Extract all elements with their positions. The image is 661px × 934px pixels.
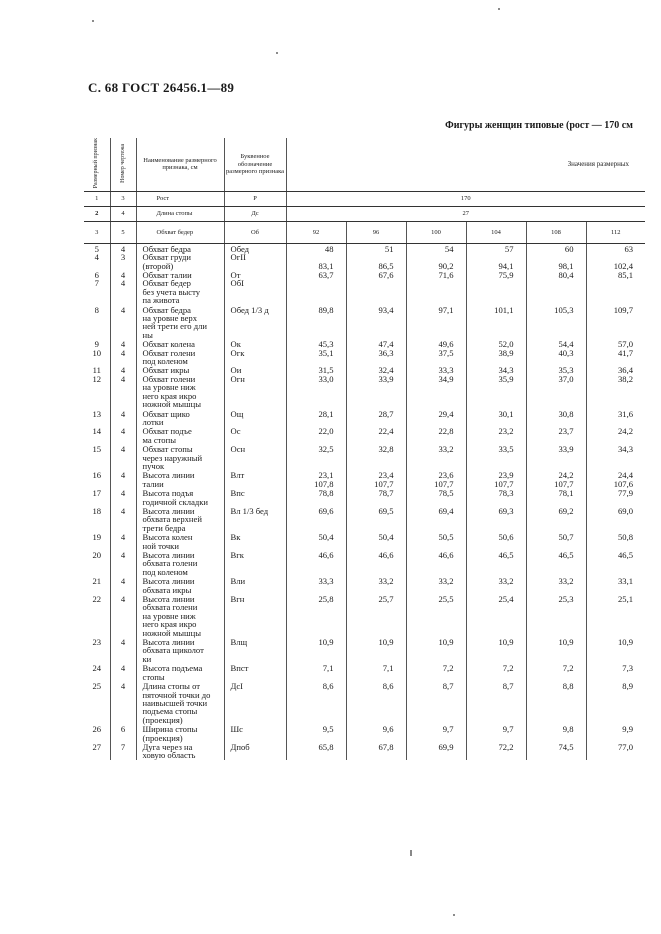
feature-name: Обхват талии Обхват бедер без учета высту па живота: [136, 270, 224, 305]
feature-symbol: Обед ОгII: [224, 243, 286, 270]
value-cell: 25,3: [526, 594, 586, 637]
value-cell: 9,7: [466, 724, 526, 742]
value-cell: 10,9: [466, 637, 526, 663]
value-cell: 10,9: [346, 637, 406, 663]
value-cell: 46,6: [406, 550, 466, 576]
value-cell: 71,6: [406, 270, 466, 305]
table-row: [84, 426, 645, 444]
table-row: [84, 305, 645, 340]
value-cell: 78,5: [406, 488, 466, 506]
value-cell: 9,7: [406, 724, 466, 742]
feature-symbol: Впст: [224, 663, 286, 681]
feature-name: Ширина стопы (проекция): [136, 724, 224, 742]
value-cell: 22,4: [346, 426, 406, 444]
table-row: [84, 550, 645, 576]
feature-number: 11 12: [84, 365, 110, 408]
value-cell: 69,4: [406, 506, 466, 532]
feature-symbol: Впс: [224, 488, 286, 506]
feature-name: Обхват икры Обхват голени на уровне ниж него края икро ножной мышцы: [136, 365, 224, 408]
value-cell: 7,3: [622, 663, 634, 674]
value-cell: 32,5: [286, 444, 346, 470]
value-cell: 25,5: [406, 594, 466, 637]
drawing-number: 4: [110, 637, 136, 663]
table-row: [84, 637, 645, 663]
row-hip-girth: 3 5 Обхват бедер Об 92 96 100 104 108 112: [84, 221, 645, 243]
feature-symbol: Вгк: [224, 550, 286, 576]
drawing-number: 4 4: [110, 365, 136, 408]
feature-name: Высота линии обхвата щиколот ки: [136, 637, 224, 663]
value-cell: 50,4: [286, 532, 346, 550]
value-cell: 31,6: [617, 408, 634, 419]
value-cell: 29,4: [406, 409, 466, 427]
value-cell: 25,4: [466, 594, 526, 637]
value-cell: 10,9: [286, 637, 346, 663]
table-row: [84, 365, 645, 408]
feature-number: 9 10: [84, 339, 110, 365]
value-cell: 9,5: [286, 724, 346, 742]
value-cell: 63,7: [286, 270, 346, 305]
value-cell: 7,1: [346, 663, 406, 681]
measurement-table: [84, 138, 645, 760]
value-cell: 105,3: [526, 305, 586, 340]
col-header-drawing: Номер чертежа: [110, 138, 136, 191]
value-cell: 8,6: [286, 681, 346, 724]
feature-name: Высота подъя годичной складки: [136, 488, 224, 506]
value-cell: 49,6 37,5: [406, 339, 466, 365]
drawing-number: 7: [110, 742, 136, 760]
page-header: С. 68 ГОСТ 26456.1—89: [88, 80, 235, 95]
value-cell: 7,2: [466, 663, 526, 681]
value-cell: 8,8: [526, 681, 586, 724]
drawing-number: 4: [110, 532, 136, 550]
drawing-number: 4: [110, 444, 136, 470]
value-cell: 67,8: [346, 742, 406, 760]
feature-name: Обхват подъе ма стопы: [136, 426, 224, 444]
value-cell: 78,3: [466, 488, 526, 506]
value-cell: 28,7: [346, 409, 406, 427]
table-row: [84, 681, 645, 724]
value-cell: 50,6: [466, 532, 526, 550]
value-cell: 23,1 107,8: [286, 470, 346, 488]
value-cell: 75,9: [466, 270, 526, 305]
feature-number: 21: [84, 576, 110, 594]
feature-symbol: ДсI: [224, 681, 286, 724]
value-cell: 24,4 107,6: [613, 470, 634, 489]
feature-number: 5 4: [84, 243, 110, 270]
value-cell: 89,8: [286, 305, 346, 340]
value-cell: 63 102,4: [613, 243, 634, 271]
feature-number: 25: [84, 681, 110, 724]
value-cell: 25,1: [617, 594, 634, 605]
drawing-number: 4: [110, 681, 136, 724]
value-cell: 24,2 107,7: [526, 470, 586, 488]
value-cell: 97,1: [406, 305, 466, 340]
table-row: [84, 506, 645, 532]
feature-name: Высота колен ной точки: [136, 532, 224, 550]
value-cell: 32,8: [346, 444, 406, 470]
drawing-number: 4 4: [110, 339, 136, 365]
feature-symbol: Ос: [224, 426, 286, 444]
feature-name: Высота линии обхвата голени под коленом: [136, 550, 224, 576]
value-cell: 78,7: [346, 488, 406, 506]
feature-symbol: Вл 1/3 бед: [224, 506, 286, 532]
value-cell: 33,2: [526, 576, 586, 594]
value-cell: 7,2: [526, 663, 586, 681]
table-row: [84, 742, 645, 760]
table-row: [84, 532, 645, 550]
drawing-number: 4: [110, 409, 136, 427]
feature-name: Обхват стопы через наружный пучок: [136, 444, 224, 470]
value-cell: 46,6: [346, 550, 406, 576]
feature-symbol: От ОбI: [224, 270, 286, 305]
value-cell: 33,3 34,9: [406, 365, 466, 408]
value-cell: 8,7: [406, 681, 466, 724]
value-cell: 35,3 37,0: [526, 365, 586, 408]
col-header-number: Размерный признак: [84, 138, 110, 191]
table-caption: Фигуры женщин типовые (рост — 170 см: [445, 120, 633, 131]
value-cell: 69,0: [617, 505, 634, 516]
col-header-symbol: Буквенное обозначение размерного признака: [224, 138, 286, 191]
value-cell: 69,3: [466, 506, 526, 532]
feature-number: 26: [84, 724, 110, 742]
value-cell: 32,4 33,9: [346, 365, 406, 408]
value-cell: 33,5: [466, 444, 526, 470]
value-cell: 47,4 36,3: [346, 339, 406, 365]
value-cell: 30,1: [466, 409, 526, 427]
value-cell: 8,7: [466, 681, 526, 724]
value-cell: 46,5: [466, 550, 526, 576]
col-header-values: Значения размерных: [286, 138, 645, 191]
drawing-number: 4: [110, 426, 136, 444]
feature-number: 16: [84, 470, 110, 488]
value-cell: 101,1: [466, 305, 526, 340]
feature-number: 17: [84, 488, 110, 506]
value-cell: 48 83,1: [286, 243, 346, 270]
feature-symbol: Осн: [224, 444, 286, 470]
drawing-number: 4: [110, 488, 136, 506]
value-cell: 57,0 41,7: [617, 339, 634, 358]
feature-symbol: Вгн: [224, 594, 286, 637]
feature-number: 23: [84, 637, 110, 663]
drawing-number: 4: [110, 550, 136, 576]
value-cell: 33,1: [617, 576, 634, 587]
feature-symbol: Ок Огк: [224, 339, 286, 365]
drawing-number: 4: [110, 576, 136, 594]
value-cell: 50,4: [346, 532, 406, 550]
value-cell: 52,0 38,9: [466, 339, 526, 365]
col-header-name: Наименование размерного признака, см: [136, 138, 224, 191]
feature-name: Высота линии обхвата верхней трети бедра: [136, 506, 224, 532]
value-cell: 74,5: [526, 742, 586, 760]
table-row: [84, 576, 645, 594]
drawing-number: 4 3: [110, 243, 136, 270]
scan-speck: [92, 20, 94, 22]
table-row: [84, 270, 645, 305]
value-cell: 8,6: [346, 681, 406, 724]
drawing-number: 4 4: [110, 270, 136, 305]
value-cell: 93,4: [346, 305, 406, 340]
value-cell: 46,5: [617, 550, 634, 560]
feature-name: Обхват бедра на уровне верх ней трети его дли ны: [136, 305, 224, 340]
table-row: [84, 724, 645, 742]
feature-symbol: Ои Огн: [224, 365, 286, 408]
feature-number: 14: [84, 426, 110, 444]
value-cell: 77,0: [617, 741, 634, 752]
feature-name: Обхват бедра Обхват груди (второй): [136, 243, 224, 270]
value-cell: 46,6: [286, 550, 346, 576]
value-cell: 25,8: [286, 594, 346, 637]
value-cell: 34,3: [617, 444, 634, 455]
feature-symbol: Влт: [224, 470, 286, 488]
feature-symbol: Вк: [224, 532, 286, 550]
value-cell: 33,9: [526, 444, 586, 470]
value-cell: 109,7: [613, 304, 634, 315]
value-cell: 36,4 38,2: [617, 365, 634, 384]
value-cell: 9,9: [622, 724, 634, 735]
feature-number: 13: [84, 409, 110, 427]
value-cell: 33,2: [466, 576, 526, 594]
feature-number: 22: [84, 594, 110, 637]
value-cell: 34,3 35,9: [466, 365, 526, 408]
value-cell: 50,5: [406, 532, 466, 550]
value-cell: 9,8: [526, 724, 586, 742]
value-cell: 30,8: [526, 409, 586, 427]
feature-name: Дуга через на ховую область: [136, 742, 224, 760]
drawing-number: 4: [110, 506, 136, 532]
value-cell: 10,9: [406, 637, 466, 663]
value-cell: 23,4 107,7: [346, 470, 406, 488]
feature-symbol: Обед 1/3 д: [224, 305, 286, 340]
value-cell: 7,2: [406, 663, 466, 681]
table-row: [84, 339, 645, 365]
scan-speck: [498, 8, 500, 10]
value-cell: 25,7: [346, 594, 406, 637]
feature-symbol: Вли: [224, 576, 286, 594]
value-cell: 50,8: [617, 532, 634, 543]
drawing-number: 4: [110, 305, 136, 340]
value-cell: 46,5: [526, 550, 586, 576]
value-cell: 23,6 107,7: [406, 470, 466, 488]
value-cell: 69,5: [346, 506, 406, 532]
drawing-number: 4: [110, 663, 136, 681]
value-cell: 69,9: [406, 742, 466, 760]
feature-number: 8: [84, 305, 110, 340]
table-row: [84, 488, 645, 506]
feature-name: Длина стопы от пяточной точки до наивысшей точки подъема стопы (проекция): [136, 681, 224, 724]
table-row: [84, 470, 645, 488]
value-cell: 54,4 40,3: [526, 339, 586, 365]
feature-name: Обхват щико лотки: [136, 409, 224, 427]
drawing-number: 4: [110, 594, 136, 637]
scan-mark: [410, 850, 412, 856]
feature-name: Высота линии талии: [136, 470, 224, 488]
value-cell: 33,2: [346, 576, 406, 594]
value-cell: 57 94,1: [466, 243, 526, 270]
feature-name: Высота линии обхвата голени на уровне ниж него края икро ножной мышцы: [136, 594, 224, 637]
feature-number: 19: [84, 532, 110, 550]
value-cell: 24,2: [617, 426, 634, 437]
scan-speck: [276, 52, 278, 54]
value-cell: 78,8: [286, 488, 346, 506]
value-cell: 50,7: [526, 532, 586, 550]
value-cell: 23,2: [466, 426, 526, 444]
row-foot-length: 2 4 Длина стопы Дс 27: [84, 206, 645, 221]
value-cell: 28,1: [286, 409, 346, 427]
value-cell: 22,0: [286, 426, 346, 444]
feature-name: Высота линии обхвата икры: [136, 576, 224, 594]
table-row: [84, 243, 645, 270]
value-cell: 65,8: [286, 742, 346, 760]
value-cell: 69,6: [286, 506, 346, 532]
value-cell: 60 98,1: [526, 243, 586, 270]
value-cell: 23,9 107,7: [466, 470, 526, 488]
table-row: [84, 663, 645, 681]
feature-name: Высота подъема стопы: [136, 663, 224, 681]
feature-number: 6 7: [84, 270, 110, 305]
feature-symbol: Ощ: [224, 409, 286, 427]
value-cell: 33,3: [286, 576, 346, 594]
value-cell: 8,9: [622, 681, 634, 692]
feature-symbol: Шс: [224, 724, 286, 742]
value-cell: 45,3 35,1: [286, 339, 346, 365]
scan-speck: [453, 914, 455, 916]
value-cell: 69,2: [526, 506, 586, 532]
table-row: [84, 444, 645, 470]
feature-name: Обхват колена Обхват голени под коленом: [136, 339, 224, 365]
value-cell: 72,2: [466, 742, 526, 760]
value-cell: 85,1: [617, 270, 634, 280]
value-cell: 77,9: [617, 488, 634, 499]
value-cell: 31,5 33,0: [286, 365, 346, 408]
value-cell: 51 86,5: [346, 243, 406, 270]
value-cell: 78,1: [526, 488, 586, 506]
value-cell: 10,9: [526, 637, 586, 663]
value-cell: 80,4: [526, 270, 586, 305]
value-cell: 10,9: [617, 637, 634, 648]
value-cell: 33,2: [406, 444, 466, 470]
value-cell: 67,6: [346, 270, 406, 305]
feature-number: 18: [84, 506, 110, 532]
value-cell: 23,7: [526, 426, 586, 444]
feature-symbol: Дпоб: [224, 742, 286, 760]
feature-number: 24: [84, 663, 110, 681]
value-cell: 9,6: [346, 724, 406, 742]
drawing-number: 4: [110, 470, 136, 488]
drawing-number: 6: [110, 724, 136, 742]
value-cell: 22,8: [406, 426, 466, 444]
feature-number: 20: [84, 550, 110, 576]
table-row: [84, 409, 645, 427]
table-row: [84, 594, 645, 637]
feature-symbol: Влщ: [224, 637, 286, 663]
value-cell: 33,2: [406, 576, 466, 594]
value-cell: 7,1: [286, 663, 346, 681]
row-height: 1 3 Рост Р 170: [84, 191, 645, 206]
feature-number: 27: [84, 742, 110, 760]
value-cell: 54 90,2: [406, 243, 466, 270]
feature-number: 15: [84, 444, 110, 470]
